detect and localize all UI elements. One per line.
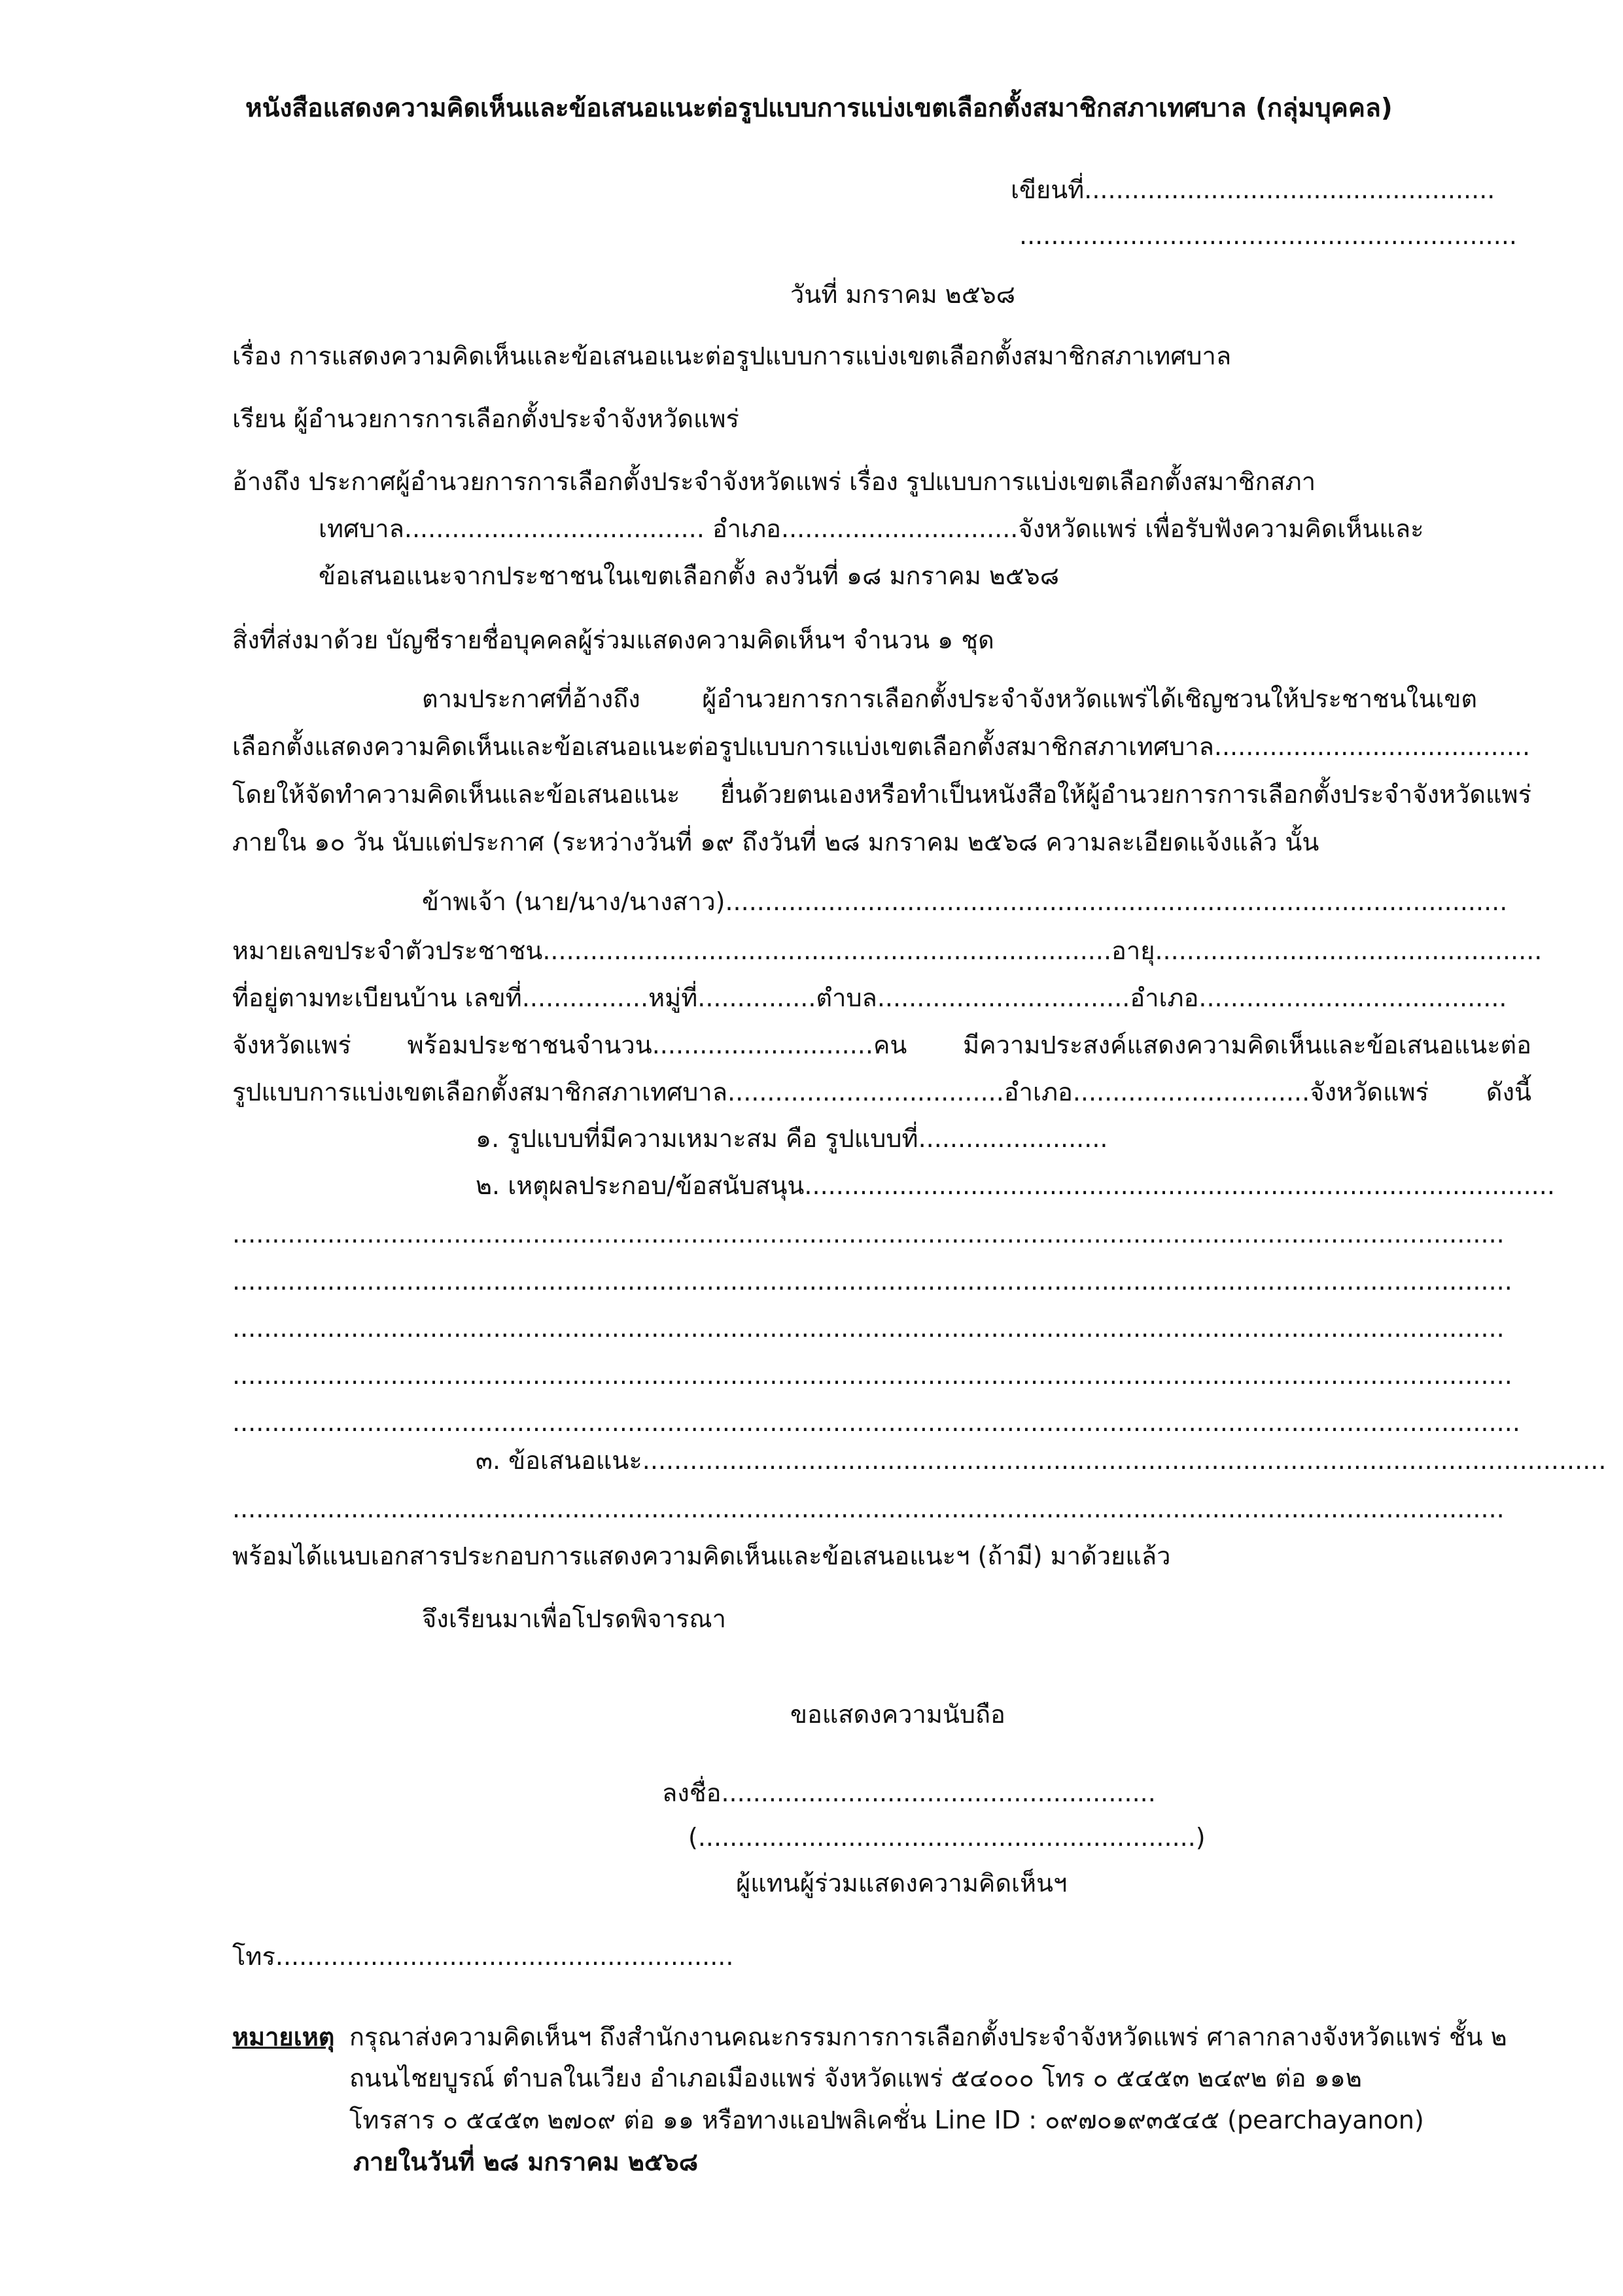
- letter-date: วันที่ มกราคม ๒๕๖๘: [790, 280, 1016, 309]
- reference-line-3: ข้อเสนอแนะจากประชาชนในเขตเลือกตั้ง ลงวันที่ ๑๘ มกราคม ๒๕๖๘: [319, 561, 1060, 590]
- closing-salutation: ขอแสดงความนับถือ: [790, 1700, 1005, 1729]
- written-at-field-line-2: ...............................................................: [1019, 221, 1517, 250]
- citizen-id-age-field: หมายเลขประจำตัวประชาชน........................................................................อายุ.................................................: [232, 936, 1543, 965]
- dotted-answer-line: .................................................................................................................................................................: [232, 1314, 1505, 1343]
- note-deadline: ภายในวันที่ ๒๘ มกราคม ๒๕๖๘: [353, 2147, 699, 2176]
- signature-role: ผู้แทนผู้ร่วมแสดงความคิดเห็นฯ: [736, 1869, 1068, 1898]
- letter-recipient: เรียน ผู้อำนวยการการเลือกตั้งประจำจังหวัดแพร่: [232, 404, 739, 433]
- dotted-answer-line: ..................................................................................................................................................................: [232, 1361, 1512, 1390]
- dotted-answer-line: .................................................................................................................................................................: [232, 1220, 1505, 1248]
- signature-field: ลงชื่อ.......................................................: [662, 1778, 1156, 1807]
- applicant-name-field: ข้าพเจ้า (นาย/นาง/นางสาว)...................................................................................................: [422, 887, 1508, 916]
- note-line-2: ถนนไชยบูรณ์ ตำบลในเวียง อำเภอเมืองแพร่ จังหวัดแพร่ ๕๔๐๐๐ โทร ๐ ๕๔๕๓ ๒๔๙๒ ต่อ ๑๑๒: [349, 2064, 1362, 2093]
- written-at-field: เขียนที่....................................................: [1011, 175, 1495, 204]
- dotted-answer-line: ...................................................................................................................................................................: [232, 1408, 1520, 1437]
- dotted-answer-line: .................................................................................................................................................................: [232, 1494, 1505, 1523]
- note-line-1: กรุณาส่งความคิดเห็นฯ ถึงสำนักงานคณะกรรมการการเลือกตั้งประจำจังหวัดแพร่ ศาลากลางจังหวัดแพร่ ชั้น ๒: [349, 2022, 1507, 2051]
- phone-field: โทร..........................................................: [232, 1942, 734, 1971]
- note-label: หมายเหตุ: [232, 2022, 335, 2051]
- document-title: หนังสือแสดงความคิดเห็นและข้อเสนอแนะต่อรูปแบบการแบ่งเขตเลือกตั้งสมาชิกสภาเทศบาล (กลุ่มบุคคล): [245, 94, 1393, 123]
- signature-name-field: (...............................................................): [688, 1823, 1206, 1852]
- dotted-answer-line: ..................................................................................................................................................................: [232, 1267, 1512, 1296]
- enclosure-line: สิ่งที่ส่งมาด้วย บัญชีรายชื่อบุคคลผู้ร่วมแสดงความคิดเห็นฯ จำนวน ๑ ชุด: [232, 626, 994, 654]
- address-field: ที่อยู่ตามทะเบียนบ้าน เลขที่................หมู่ที่...............ตำบล................................อำเภอ.......................................: [232, 983, 1507, 1012]
- reference-line-1: อ้างถึง ประกาศผู้อำนวยการการเลือกตั้งประจำจังหวัดแพร่ เรื่อง รูปแบบการแบ่งเขตเลือกตั้งสมาชิกสภา: [232, 467, 1316, 496]
- note-line-3: โทรสาร ๐ ๕๔๕๓ ๒๗๐๙ ต่อ ๑๑ หรือทางแอปพลิเคชั่น Line ID : ๐๙๗๐๑๙๓๕๔๕ (pearchayanon): [349, 2106, 1424, 2134]
- paragraph-1-line-2: เลือกตั้งแสดงความคิดเห็นและข้อเสนอแนะต่อรูปแบบการแบ่งเขตเลือกตั้งสมาชิกสภาเทศบาล........................................: [232, 732, 1531, 761]
- paragraph-1-line-4: ภายใน ๑๐ วัน นับแต่ประกาศ (ระหว่างวันที่ ๑๙ ถึงวันที่ ๒๘ มกราคม ๒๕๖๘ ความละเอียดแจ้งแล้ว นั้น: [232, 828, 1319, 857]
- paragraph-1-line-3: โดยให้จัดทำความคิดเห็นและข้อเสนอแนะ ยื่นด้วยตนเองหรือทำเป็นหนังสือให้ผู้อำนวยการการเลือกตั้งประจำจังหวัดแพร่: [232, 780, 1531, 809]
- item-1-suitable-format: ๑. รูปแบบที่มีความเหมาะสม คือ รูปแบบที่........................: [476, 1124, 1108, 1153]
- reference-line-2: เทศบาล...................................... อำเภอ..............................จังหวัดแพร่ เพื่อรับฟังความคิดเห็นและ: [319, 514, 1424, 543]
- closing-request: จึงเรียนมาเพื่อโปรดพิจารณา: [422, 1604, 726, 1633]
- letter-subject: เรื่อง การแสดงความคิดเห็นและข้อเสนอแนะต่อรูปแบบการแบ่งเขตเลือกตั้งสมาชิกสภาเทศบาล: [232, 342, 1232, 370]
- paragraph-1-line-1: ตามประกาศที่อ้างถึง ผู้อำนวยการการเลือกตั้งประจำจังหวัดแพร่ได้เชิญชวนให้ประชาชนในเขต: [422, 684, 1477, 713]
- item-3-suggestions: ๓. ข้อเสนอแนะ..........................................................................................................................: [476, 1446, 1607, 1475]
- municipality-district-line: รูปแบบการแบ่งเขตเลือกตั้งสมาชิกสภาเทศบาล...................................อำเภอ..............................จังหวัดแพร่ ดังนี้: [232, 1078, 1531, 1106]
- item-2-reasons: ๒. เหตุผลประกอบ/ข้อสนับสนุน...............................................................................................: [476, 1171, 1555, 1200]
- attachment-statement: พร้อมได้แนบเอกสารประกอบการแสดงความคิดเห็นและข้อเสนอแนะฯ (ถ้ามี) มาด้วยแล้ว: [232, 1542, 1171, 1570]
- province-population-line: จังหวัดแพร่ พร้อมประชาชนจำนวน............................คน มีความประสงค์แสดงความคิดเห็นและข้อเสนอแนะต่อ: [232, 1031, 1531, 1059]
